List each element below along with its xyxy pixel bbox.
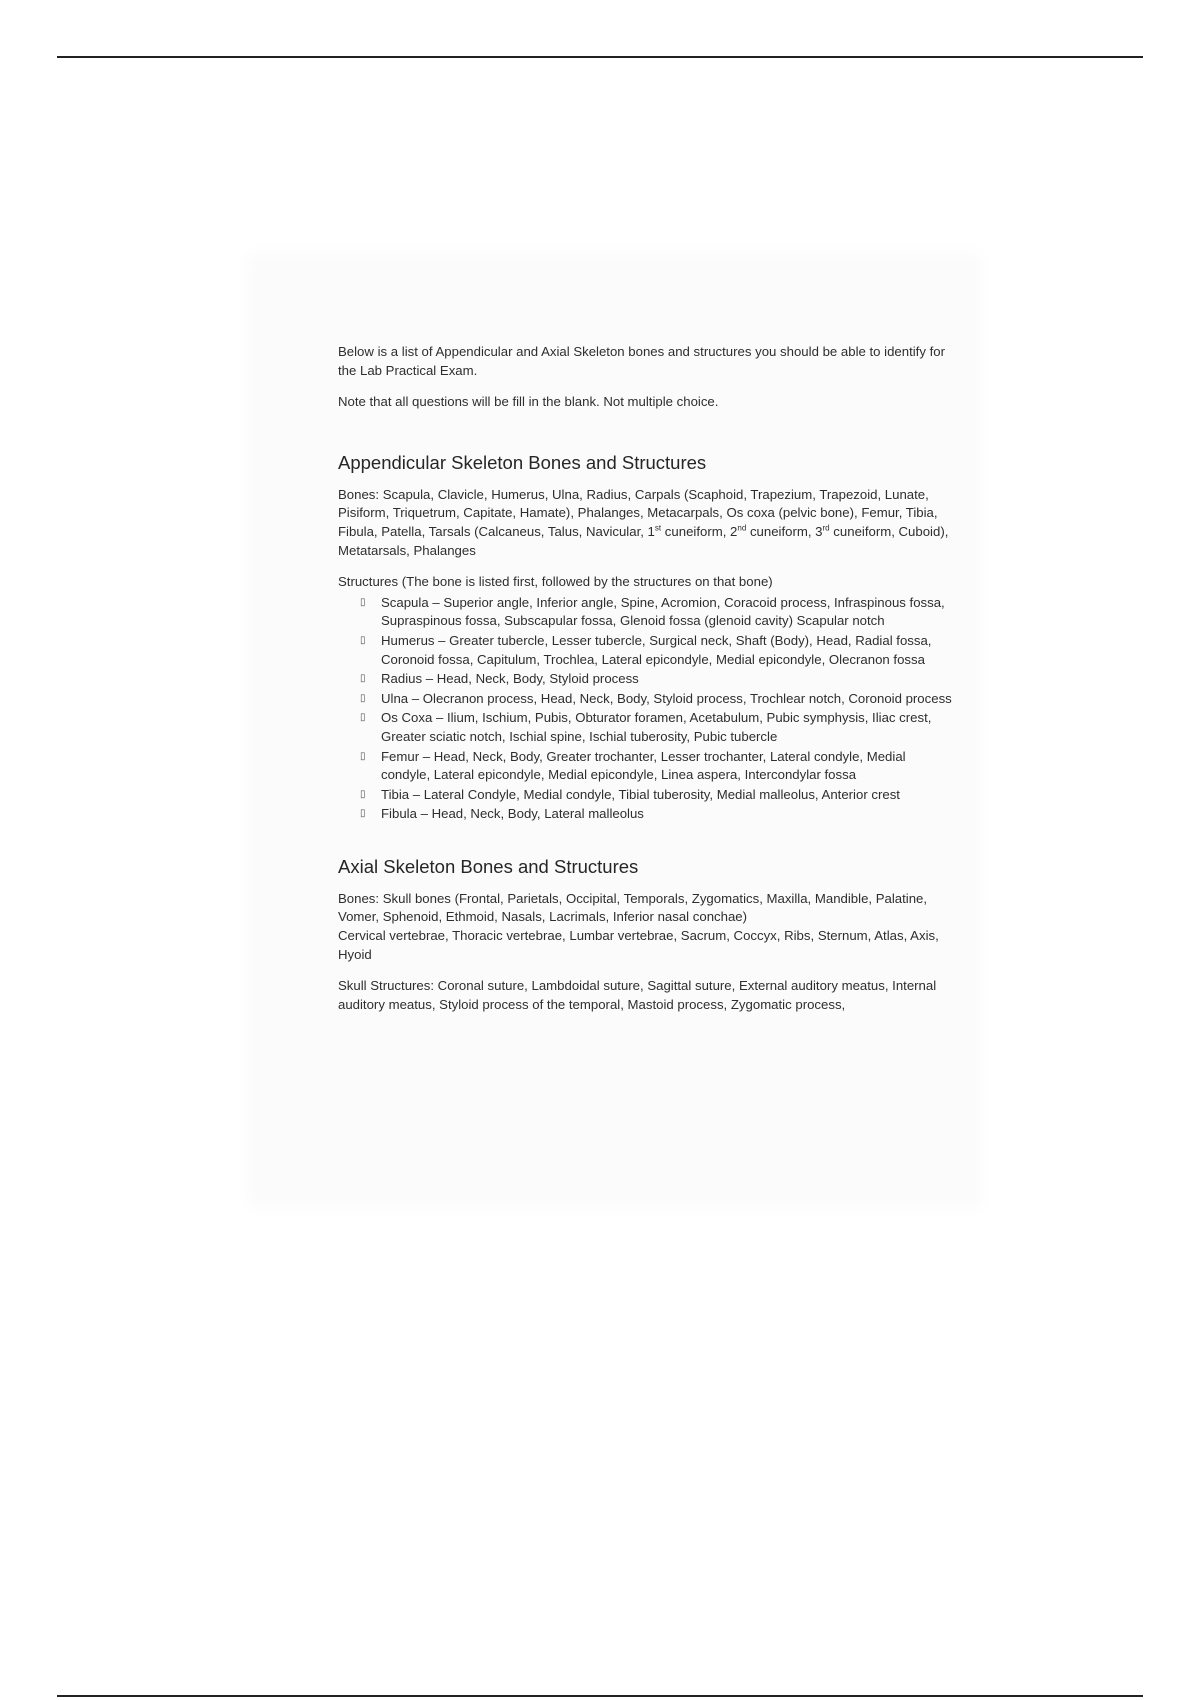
bullet-icon: ▯	[360, 673, 366, 685]
list-item: ▯ Radius – Head, Neck, Body, Styloid process	[338, 670, 958, 689]
document-body	[338, 343, 958, 1027]
structures-list	[338, 594, 958, 824]
top-divider	[57, 56, 1143, 58]
bullet-icon: ▯	[360, 692, 366, 704]
skull-structures: Skull Structures: Coronal suture, Lambdoidal suture, Sagittal suture, External auditory meatus, Internal auditory meatus, Styloid process of the temporal, Mastoid process, Zygomatic process,	[338, 978, 937, 1012]
bottom-divider	[57, 1695, 1143, 1697]
structures-heading: Structures (The bone is listed first, followed by the structures on that bone)	[338, 574, 773, 590]
bullet-icon: ▯	[360, 634, 366, 646]
note-paragraph: Note that all questions will be fill in the blank. Not multiple choice.	[338, 394, 719, 410]
appendicular-bones: Bones: Scapula, Clavicle, Humerus, Ulna, Radius, Carpals (Scaphoid, Trapezium, Trapezoid, Lunate, Pisiform, Triquetrum, Capitate, Hamate), Phalanges, Metacarpals, Os coxa (pelvic bone), Femur, Tibia, Fibula, Patella, Tarsals (Calcaneus, Talus, Navicular, 1st cuneiform, 2nd cuneiform, 3rd cuneiform, Cuboid), Metatarsals, Phalanges	[338, 486, 949, 558]
bullet-icon: ▯	[360, 750, 366, 762]
bullet-icon: ▯	[360, 712, 366, 724]
axial-bones-other: Cervical vertebrae, Thoracic vertebrae, Lumbar vertebrae, Sacrum, Coccyx, Ribs, Sternum, Atlas, Axis, Hyoid	[338, 928, 939, 962]
bullet-icon: ▯	[360, 596, 366, 608]
list-item: ▯ Scapula – Superior angle, Inferior angle, Spine, Acromion, Coracoid process, Infraspinous fossa, Supraspinous fossa, Subscapular fossa, Glenoid fossa (glenoid cavity) Scapular notch	[360, 594, 945, 629]
axial-heading: Axial Skeleton Bones and Structures	[338, 855, 639, 877]
list-item: ▯ Humerus – Greater tubercle, Lesser tubercle, Surgical neck, Shaft (Body), Head, Radial fossa, Coronoid fossa, Capitulum, Trochlea, Lateral epicondyle, Medial epicondyle, Olecranon fossa	[360, 632, 932, 667]
list-item: ▯ Os Coxa – Ilium, Ischium, Pubis, Obturator foramen, Acetabulum, Pubic symphysis, Iliac crest, Greater sciatic notch, Ischial spine, Ischial tuberosity, Pubic tubercle	[360, 710, 932, 744]
bullet-icon: ▯	[360, 808, 366, 820]
list-item: ▯ Fibula – Head, Neck, Body, Lateral malleolus	[338, 805, 958, 824]
bullet-icon: ▯	[360, 788, 366, 800]
list-item: ▯ Ulna – Olecranon process, Head, Neck, Body, Styloid process, Trochlear notch, Coronoid process	[338, 690, 958, 709]
list-item: ▯ Femur – Head, Neck, Body, Greater trochanter, Lesser trochanter, Lateral condyle, Medial condyle, Lateral epicondyle, Medial epicondyle, Linea aspera, Intercondylar fossa	[360, 748, 906, 783]
intro-paragraph: Below is a list of Appendicular and Axial Skeleton bones and structures you should be able to identify for the Lab Practical Exam.	[338, 344, 945, 378]
axial-bones-skull: Bones: Skull bones (Frontal, Parietals, Occipital, Temporals, Zygomatics, Maxilla, Mandible, Palatine, Vomer, Sphenoid, Ethmoid, Nasals, Lacrimals, Inferior nasal conchae)	[338, 890, 928, 925]
appendicular-heading: Appendicular Skeleton Bones and Structures	[338, 451, 707, 473]
list-item: ▯ Tibia – Lateral Condyle, Medial condyle, Tibial tuberosity, Medial malleolus, Anterior crest	[338, 786, 958, 805]
